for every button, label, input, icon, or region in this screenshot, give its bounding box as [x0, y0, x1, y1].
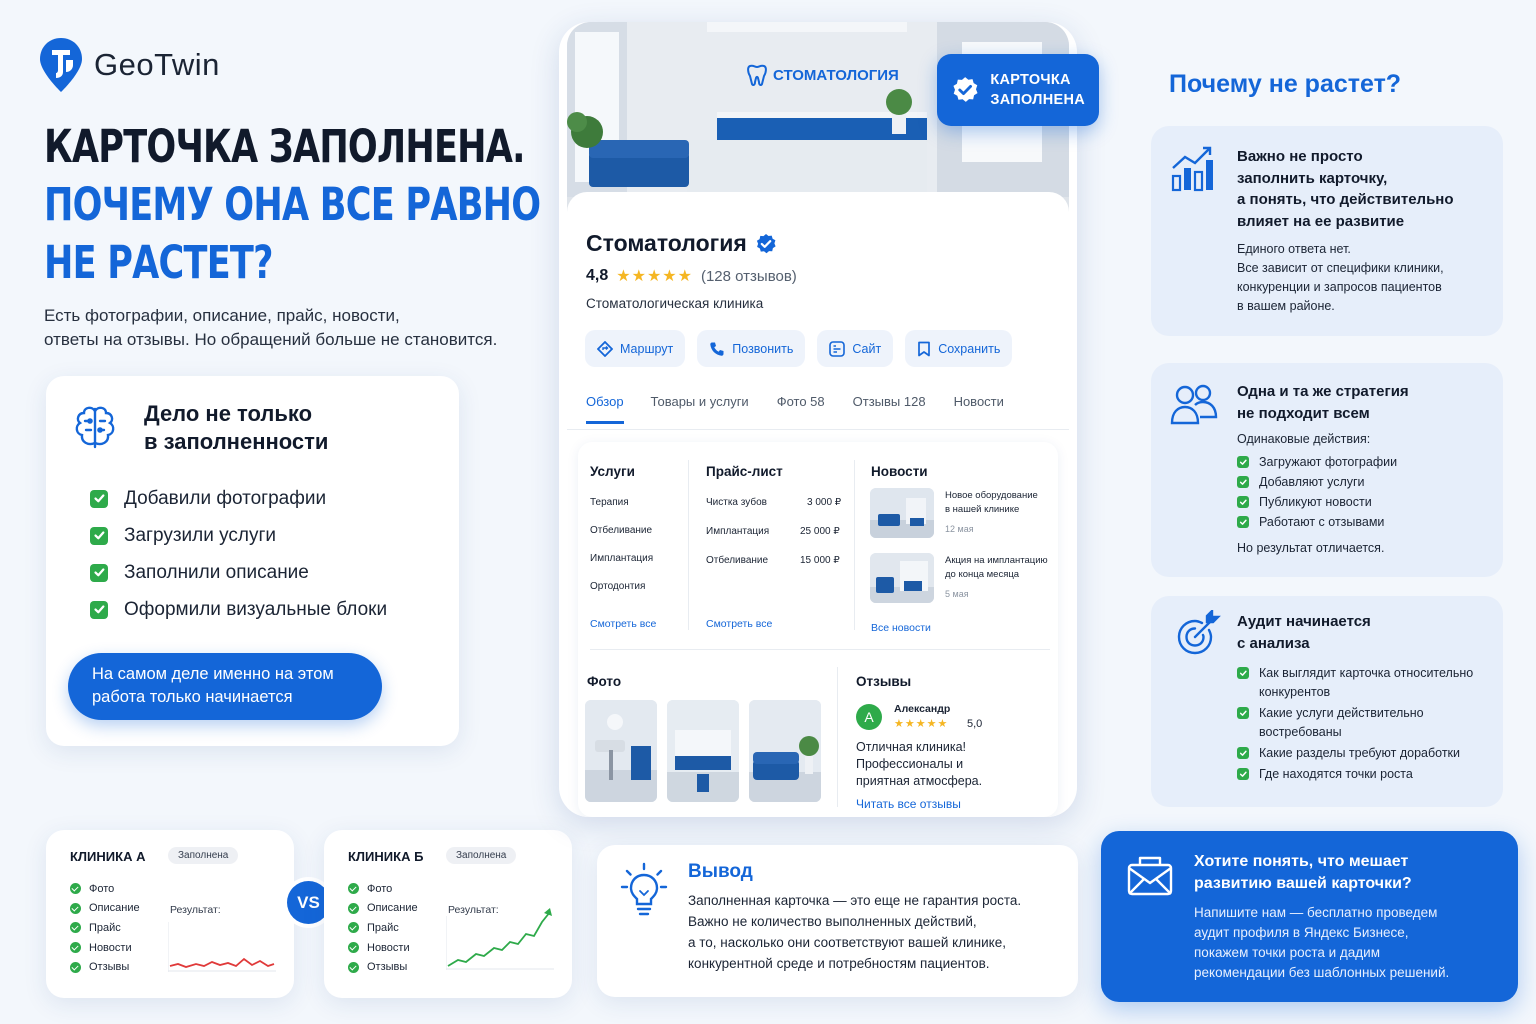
news-headline[interactable]	[945, 554, 1060, 582]
audit-item-label	[1259, 664, 1473, 702]
card-title	[144, 400, 374, 456]
business-info-sheet	[567, 192, 1069, 817]
checked-circle-icon	[348, 903, 359, 914]
done-item	[90, 480, 387, 517]
service-item[interactable]: Имплантация	[590, 553, 654, 564]
bookmark-icon	[917, 341, 931, 357]
review-line: Отличная клиника!	[856, 740, 966, 754]
done-list	[90, 480, 387, 628]
route-icon	[597, 341, 613, 357]
services-see-all-link[interactable]: Смотреть все	[590, 618, 657, 630]
clinic-check-item-label	[89, 902, 140, 914]
conclusion-title: Вывод	[688, 861, 753, 882]
clinic-check-item-label	[367, 961, 407, 973]
business-name: Стоматология	[586, 230, 747, 256]
reason-2-title	[1237, 381, 1497, 424]
brain-icon	[72, 403, 118, 453]
services-title: Услуги	[590, 464, 635, 479]
column-divider	[688, 460, 689, 630]
badge-line-2: ЗАПОЛНЕНА	[990, 92, 1085, 108]
tooth-icon	[747, 64, 767, 86]
phone-icon	[709, 341, 725, 357]
audit-item	[1237, 664, 1473, 702]
checkbox-checked-icon	[1237, 456, 1249, 468]
same-action-item-label	[1259, 473, 1365, 492]
filled-checklist-card	[46, 376, 459, 746]
label-line: Отзывы	[89, 961, 130, 974]
label-line: Добавляют услуги	[1259, 475, 1365, 489]
review-text	[856, 739, 982, 790]
website-icon	[829, 341, 845, 357]
checked-circle-icon	[348, 922, 359, 933]
badge-line-1: КАРТОЧКА	[990, 72, 1071, 88]
growth-trend-sparkline	[446, 906, 554, 970]
card-header	[72, 400, 374, 456]
same-action-item	[1237, 453, 1397, 472]
reason-card-3	[1151, 596, 1503, 807]
contact-cta-card[interactable]	[1101, 831, 1518, 1002]
label-line: Фото	[367, 882, 393, 895]
service-item[interactable]: Отбеливание	[590, 525, 653, 536]
label-line: Оформили визуальные блоки	[124, 598, 388, 620]
users-icon	[1169, 381, 1219, 429]
result-label: Результат:	[170, 904, 221, 916]
label-line: конкурентов	[1259, 685, 1331, 699]
conclusion-card	[597, 845, 1078, 997]
website-label: Сайт	[852, 341, 882, 356]
clinic-checklist	[348, 879, 418, 977]
label-line: Описание	[367, 902, 418, 915]
map-business-card-mockup	[559, 22, 1077, 817]
news-line: в нашей клинике	[945, 504, 1020, 515]
audit-item-label	[1259, 765, 1413, 784]
conclusion-line: а то, насколько они соответствуют вашей клинике,	[688, 935, 1006, 950]
read-all-reviews-link[interactable]: Читать все отзывы	[856, 797, 961, 811]
reviews-title: Отзывы	[856, 674, 912, 689]
price-item-name: Отбеливание	[706, 555, 769, 566]
reason-card-2	[1151, 363, 1503, 577]
profile-tabs	[586, 394, 1052, 424]
done-item-label	[124, 562, 309, 584]
body-line: конкуренции и запросов пациентов	[1237, 280, 1442, 294]
body-line: рекомендации без шаблонных решений.	[1194, 965, 1450, 980]
route-label: Маршрут	[620, 341, 674, 356]
clinic-check-item-label	[89, 922, 121, 934]
photos-title: Фото	[587, 674, 622, 689]
review-line: Профессионалы и	[856, 757, 964, 771]
clinic-check-item	[70, 879, 140, 899]
label-line: Новости	[367, 941, 410, 954]
label-line: Прайс	[367, 921, 399, 934]
label-line: востребованы	[1259, 725, 1342, 739]
news-date: 5 мая	[945, 589, 969, 599]
done-item-label	[124, 488, 326, 510]
checkbox-checked-icon	[1237, 516, 1249, 528]
title-line: Одна и та же стратегия	[1237, 383, 1409, 400]
title-line: Хотите понять, что мешает	[1194, 853, 1409, 870]
column-divider	[854, 460, 855, 630]
reason-1-title	[1237, 146, 1497, 232]
title-line: с анализа	[1237, 634, 1310, 652]
clinic-check-item	[348, 918, 418, 938]
label-line: Где находятся точки роста	[1259, 767, 1413, 781]
reason-2-intro: Одинаковые действия:	[1237, 432, 1371, 446]
label-line: Заполнили описание	[124, 561, 309, 583]
brand-logo[interactable]	[38, 36, 220, 94]
title-line: развитию вашей карточки?	[1194, 875, 1412, 892]
tabs-divider	[567, 429, 1069, 430]
label-line: Описание	[89, 902, 140, 915]
flat-trend-sparkline	[168, 922, 276, 972]
same-action-item	[1237, 473, 1397, 492]
target-icon	[1169, 610, 1221, 662]
price-item-name: Чистка зубов	[706, 497, 767, 508]
done-item	[90, 591, 387, 628]
checkbox-checked-icon	[1237, 476, 1249, 488]
cta-title	[1194, 851, 1494, 895]
lead-text	[44, 304, 544, 352]
same-action-item-label	[1259, 513, 1384, 532]
card-title-line-1: Дело не только	[144, 401, 313, 426]
checkbox-checked-icon	[1237, 496, 1249, 508]
gallery-photo[interactable]	[667, 700, 739, 802]
checked-circle-icon	[348, 962, 359, 973]
pill-line-2: работа только начинается	[92, 688, 293, 706]
service-item[interactable]: Ортодонтия	[590, 581, 646, 592]
reason-3-title	[1237, 611, 1497, 654]
clinic-check-item	[70, 918, 140, 938]
review-score: 5,0	[967, 718, 983, 730]
clinic-check-item-label	[367, 922, 399, 934]
clinic-check-item-label	[367, 883, 392, 895]
price-item-value: 3 000 ₽	[807, 497, 842, 508]
verified-icon	[755, 233, 777, 255]
tab-products[interactable]: Товары и услуги	[650, 394, 749, 409]
body-line: покажем точки роста и дадим	[1194, 945, 1381, 960]
clinic-check-item	[348, 879, 418, 899]
headline-line-3: НЕ РАСТЕТ?	[44, 236, 273, 289]
news-line: до конца месяца	[945, 569, 1020, 580]
news-thumbnail[interactable]	[870, 553, 934, 603]
checkbox-checked-icon	[90, 490, 108, 508]
label-line: Добавили фотографии	[124, 487, 327, 509]
label-line: Как выглядит карточка относительно	[1259, 666, 1474, 680]
clinic-check-item-label	[367, 902, 418, 914]
verified-check-icon	[951, 72, 979, 108]
status-badge: Заполнена	[446, 847, 516, 864]
checkbox-checked-icon	[90, 527, 108, 545]
conclusion-line: конкурентной среде и потребностям пациентов.	[688, 956, 990, 971]
news-line: Акция на имплантацию	[945, 555, 1048, 566]
versus-badge: VS	[287, 881, 330, 924]
label-line: Работают с отзывами	[1259, 515, 1385, 529]
conclusion-line: Заполненная карточка — это еще не гарантия роста.	[688, 893, 1022, 908]
audit-item	[1237, 744, 1473, 763]
tab-reviews[interactable]: Отзывы 128	[852, 394, 926, 409]
clinic-name: КЛИНИКА Б	[348, 849, 424, 864]
clinic-a-card	[46, 830, 294, 998]
clinic-check-item-label	[367, 942, 410, 954]
price-item-value: 15 000 ₽	[800, 555, 840, 566]
clinic-check-item	[348, 957, 418, 977]
clinic-check-item-label	[89, 883, 114, 895]
clinic-b-card	[324, 830, 572, 998]
business-title	[586, 230, 777, 257]
news-title: Новости	[871, 464, 928, 479]
reviews-count[interactable]: (128 отзывов)	[700, 267, 797, 285]
news-date: 12 мая	[945, 524, 974, 534]
rating-row	[586, 266, 797, 286]
clinic-checklist	[70, 879, 140, 977]
section-divider	[590, 649, 1050, 650]
title-line: Важно не просто	[1237, 148, 1363, 165]
conclusion-body	[688, 890, 1068, 974]
title-line: а понять, что действительно	[1237, 191, 1454, 208]
website-button[interactable]	[817, 330, 893, 367]
clinic-name: КЛИНИКА А	[70, 849, 146, 864]
checked-circle-icon	[70, 922, 81, 933]
reviewer-name: Александр	[894, 703, 951, 715]
card-title-line-2: в заполненности	[144, 429, 329, 454]
call-label: Позвонить	[732, 341, 794, 356]
save-label: Сохранить	[938, 341, 1001, 356]
done-item	[90, 517, 387, 554]
label-line: Прайс	[89, 921, 121, 934]
label-line: Новости	[89, 941, 132, 954]
checked-circle-icon	[70, 883, 81, 894]
result-label: Результат:	[448, 904, 499, 916]
clinic-check-item	[348, 938, 418, 958]
rating-stars: ★★★★★	[616, 268, 693, 285]
clinic-check-item-label	[89, 942, 132, 954]
gallery-photo[interactable]	[749, 700, 821, 802]
tab-overview[interactable]: Обзор	[586, 394, 624, 424]
card-filled-badge	[937, 54, 1099, 126]
review-line: приятная атмосфера.	[856, 774, 983, 788]
audit-item-label	[1259, 744, 1460, 763]
service-item[interactable]: Терапия	[590, 497, 629, 508]
reason-card-1	[1151, 126, 1503, 336]
same-action-item-label	[1259, 453, 1397, 472]
overview-content-card	[578, 442, 1058, 817]
checkbox-checked-icon	[90, 564, 108, 582]
prices-see-all-link[interactable]: Смотреть все	[706, 618, 773, 630]
call-button[interactable]	[697, 330, 805, 367]
lead-line-1: Есть фотографии, описание, прайс, новости,	[44, 306, 400, 325]
news-line: Новое оборудование	[945, 490, 1038, 501]
route-button[interactable]	[585, 330, 685, 367]
checkbox-checked-icon	[1237, 768, 1249, 780]
label-line: Публикуют новости	[1259, 495, 1372, 509]
same-actions-list	[1237, 453, 1397, 533]
news-headline[interactable]	[945, 489, 1060, 517]
headline-line-1: КАРТОЧКА ЗАПОЛНЕНА.	[44, 120, 525, 173]
pill-line-1: На самом деле именно на этом	[92, 665, 334, 683]
checkbox-checked-icon	[90, 601, 108, 619]
geotwin-logo-icon	[38, 36, 84, 94]
reviewer-avatar: А	[856, 704, 882, 730]
body-line: аудит профиля в Яндекс Бизнесе,	[1194, 925, 1409, 940]
done-item-label	[124, 599, 387, 621]
price-item-name: Имплантация	[706, 526, 770, 537]
body-line: Единого ответа нет.	[1237, 242, 1351, 256]
checkbox-checked-icon	[1237, 707, 1249, 719]
cta-body	[1194, 903, 1504, 983]
brand-name: GeoTwin	[94, 47, 220, 82]
same-action-item	[1237, 493, 1397, 512]
clinic-check-item	[70, 899, 140, 919]
clinic-check-item	[70, 938, 140, 958]
gallery-photo[interactable]	[585, 700, 657, 802]
checkbox-checked-icon	[1237, 667, 1249, 679]
label-line: Загрузили услуги	[124, 524, 277, 546]
reason-2-outro: Но результат отличается.	[1237, 541, 1385, 555]
news-thumbnail[interactable]	[870, 488, 934, 538]
mail-icon	[1126, 855, 1174, 897]
audit-item	[1237, 765, 1473, 784]
done-item	[90, 554, 387, 591]
growth-chart-icon	[1169, 144, 1217, 194]
audit-item-label	[1259, 704, 1424, 742]
status-badge: Заполнена	[168, 847, 238, 864]
audit-item	[1237, 704, 1473, 742]
clinic-check-item	[70, 957, 140, 977]
audit-list	[1237, 664, 1473, 786]
body-line: Напишите нам — бесплатно проведем	[1194, 905, 1438, 920]
label-line: Какие разделы требуют доработки	[1259, 746, 1460, 760]
price-item-value: 25 000 ₽	[800, 526, 840, 537]
business-category: Стоматологическая клиника	[586, 296, 764, 311]
headline-line-2: ПОЧЕМУ ОНА ВСЕ РАВНО	[44, 178, 541, 231]
action-buttons	[585, 330, 1012, 367]
save-button[interactable]	[905, 330, 1012, 367]
title-line: не подходит всем	[1237, 404, 1370, 422]
label-line: Загружают фотографии	[1259, 455, 1398, 469]
lead-line-2: ответы на отзывы. Но обращений больше не становится.	[44, 330, 498, 349]
tab-news[interactable]: Новости	[953, 394, 1004, 409]
checkbox-checked-icon	[1237, 747, 1249, 759]
rating-value: 4,8	[586, 267, 609, 284]
title-line: Аудит начинается	[1237, 613, 1371, 630]
review-stars: ★★★★★	[894, 718, 949, 730]
lightbulb-icon	[619, 861, 669, 917]
page-headline	[44, 118, 543, 292]
title-line: влияет на ее развитие	[1237, 212, 1405, 230]
checked-circle-icon	[70, 903, 81, 914]
hero-sign	[747, 64, 899, 86]
badge-text	[990, 70, 1085, 110]
checked-circle-icon	[348, 942, 359, 953]
checked-circle-icon	[348, 883, 359, 894]
title-line: заполнить карточку,	[1237, 169, 1388, 187]
label-line: Отзывы	[367, 961, 408, 974]
body-line: в вашем районе.	[1237, 299, 1335, 313]
hero-sign-text: СТОМАТОЛОГИЯ	[773, 66, 899, 84]
price-list-title: Прайс-лист	[706, 464, 783, 479]
label-line: Какие услуги действительно	[1259, 706, 1424, 720]
right-heading: Почему не растет?	[1169, 70, 1402, 98]
clinic-check-item	[348, 899, 418, 919]
done-item-label	[124, 525, 276, 547]
column-divider	[837, 667, 838, 807]
body-line: Все зависит от специфики клиники,	[1237, 261, 1444, 275]
conclusion-line: Важно не количество выполненных действий,	[688, 914, 977, 929]
start-work-pill[interactable]	[68, 653, 382, 720]
reason-1-body	[1237, 240, 1487, 316]
label-line: Фото	[89, 882, 115, 895]
checked-circle-icon	[70, 962, 81, 973]
clinic-check-item-label	[89, 961, 129, 973]
all-news-link[interactable]: Все новости	[871, 622, 931, 634]
tab-photos[interactable]: Фото 58	[776, 394, 825, 409]
same-action-item	[1237, 513, 1397, 532]
checked-circle-icon	[70, 942, 81, 953]
same-action-item-label	[1259, 493, 1372, 512]
